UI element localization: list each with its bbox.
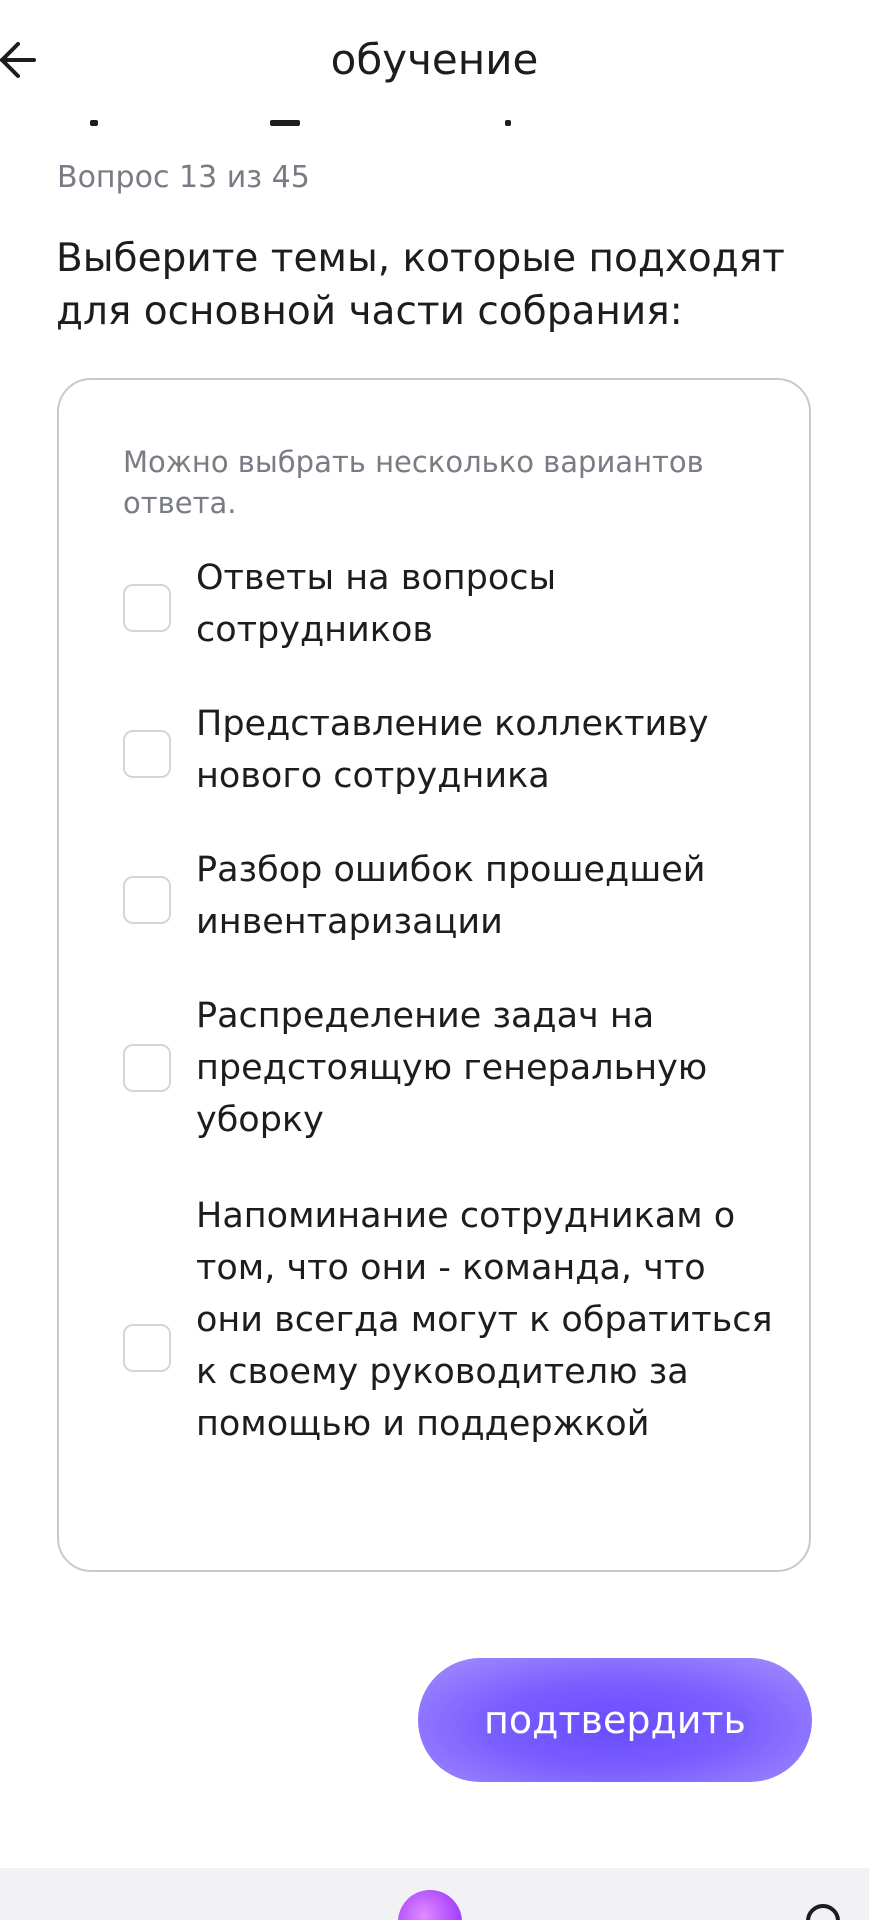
checkbox[interactable]	[123, 1044, 171, 1092]
option-item[interactable]	[59, 990, 809, 1150]
option-label: Разбор ошибок прошедшей инвентаризации	[196, 850, 706, 942]
checkbox[interactable]	[123, 730, 171, 778]
checkbox[interactable]	[123, 584, 171, 632]
answer-options-card	[57, 378, 811, 1572]
question-text: Выберите темы, которые подходят для основной части собрания:	[56, 236, 785, 334]
option-label: Ответы на вопросы сотрудников	[196, 558, 557, 650]
option-item[interactable]	[59, 552, 809, 662]
page-title: обучение	[330, 35, 539, 84]
question-counter: Вопрос 13 из 45	[57, 160, 310, 195]
option-label: Представление коллективу нового сотрудника	[196, 704, 709, 796]
option-item[interactable]	[59, 844, 809, 954]
option-item[interactable]	[59, 1190, 809, 1510]
scrolled-text-fragment	[505, 120, 511, 126]
confirm-button[interactable]: подтвердить	[418, 1658, 812, 1782]
multi-select-hint: Можно выбрать несколько вариантов ответа.	[123, 445, 704, 520]
scrolled-text-fragment	[90, 120, 98, 126]
app-header	[0, 0, 869, 120]
checkbox[interactable]	[123, 1324, 171, 1372]
option-label: Распределение задач на предстоящую генеральную уборку	[196, 996, 708, 1140]
checkbox[interactable]	[123, 876, 171, 924]
option-label: Напоминание сотрудникам о том, что они - команда, что они всегда могут к обратиться к своему руководителю за помощью и поддержкой	[196, 1196, 773, 1444]
scrolled-text-fragment	[270, 120, 300, 126]
option-item[interactable]	[59, 698, 809, 808]
